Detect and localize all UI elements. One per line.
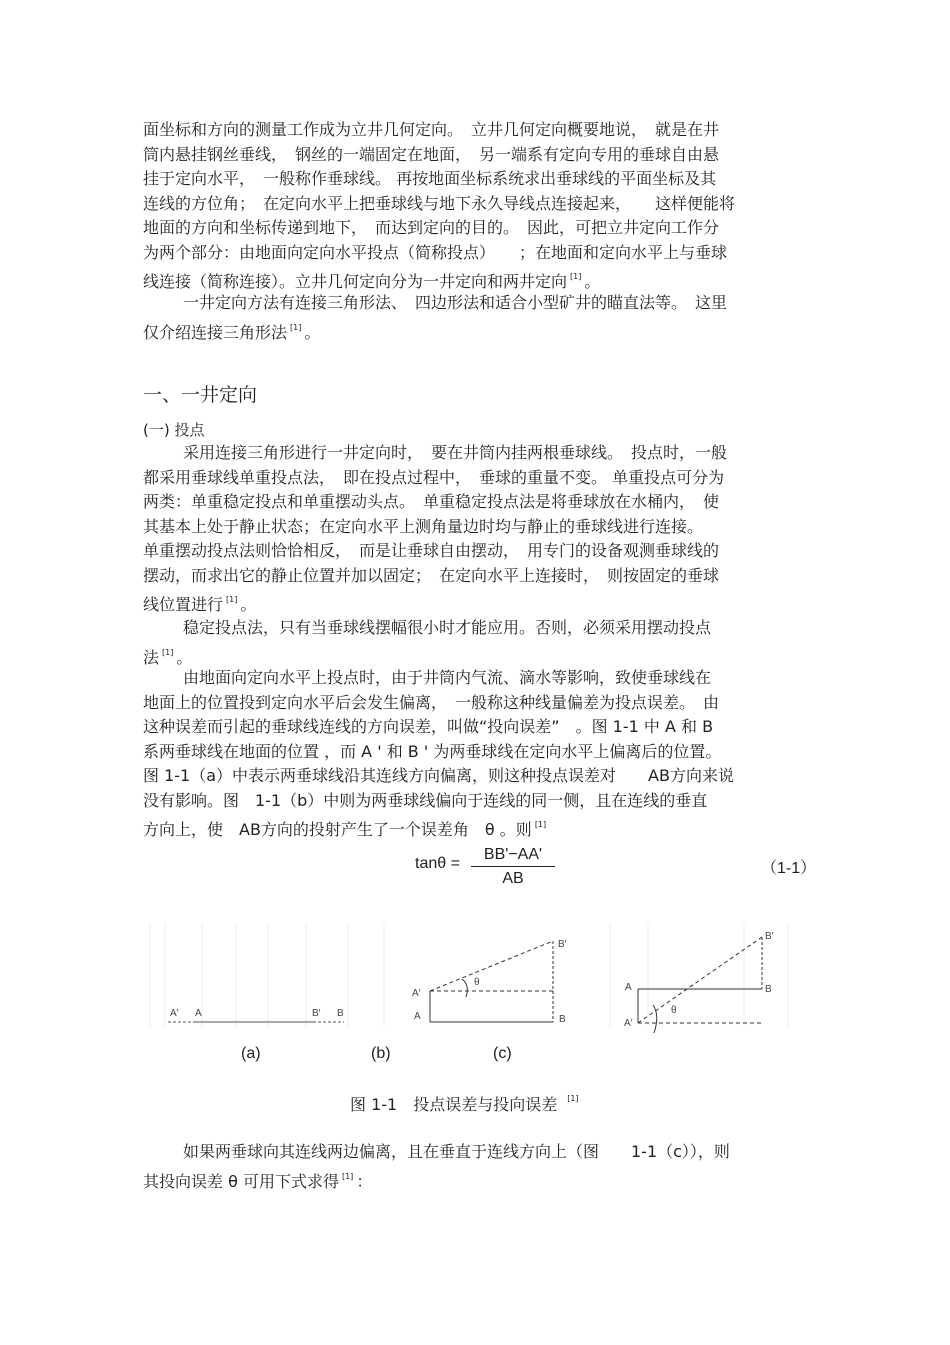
text-line: 这种误差而引起的垂球线连线的方向误差，叫做“投向误差” 。图 1-1 中 A 和 B — [143, 717, 714, 736]
citation-ref: [1] — [570, 272, 582, 281]
subsection-heading: (一) 投点 — [143, 421, 205, 439]
text-line — [143, 813, 808, 843]
label-a: A — [625, 982, 632, 993]
label-a: A — [414, 1011, 421, 1022]
text-line: 其基本上处于静止状态；在定向水平上测角量边时均与静止的垂球线进行连接。 — [143, 516, 704, 536]
label-a-prime: A′ — [624, 1018, 633, 1029]
figure-caption — [350, 1092, 579, 1115]
label-b-prime: B′ — [765, 931, 774, 942]
text-line-content: 线位置进行 — [143, 595, 224, 614]
text-line-tail: 。 — [176, 647, 193, 667]
citation-ref: [1] — [567, 1094, 579, 1103]
text-line: 系两垂球线在地面的位置 ，而 A ' 和 B ' 为两垂球线在定向水平上偏离后的位置。 — [143, 741, 722, 761]
text-line-tail: ： — [356, 1171, 373, 1191]
label-a: A — [195, 1008, 202, 1019]
label-a-prime: A′ — [412, 988, 421, 999]
text-line: 如果两垂球向其连线两边偏离，且在垂直于连线方向上（图 1-1（c）），则 — [183, 1142, 730, 1161]
final-paragraph — [143, 1140, 808, 1194]
formula-fraction — [471, 846, 555, 888]
text-line: 地面的方向和坐标传递到地下， 而达到定向的目的。 因此，可把立井定向工作分 — [143, 218, 720, 237]
subfigure-label-a: (a) — [241, 1045, 261, 1062]
subfigure-label-b: (b) — [371, 1045, 391, 1062]
citation-ref: [1] — [341, 1171, 354, 1181]
text-line-content: 其投向误差 θ 可用下式求得 — [143, 1171, 339, 1191]
label-b: B — [765, 984, 772, 995]
text-line: 图 1-1（a）中表示两垂球线沿其连线方向偏离，则这种投点误差对 AB方向来说 — [143, 766, 734, 785]
formula-lhs: tanθ = — [415, 855, 460, 872]
text-line-content: 法 — [143, 647, 160, 667]
text-line: 单重摆动投点法则恰恰相反， 而是让垂球自由摆动， 用专门的设备观测垂球线的 — [143, 541, 720, 560]
text-line: 地面上的位置投到定向水平后会发生偏离， 一般称这种线量偏差为投点误差。 由 — [143, 692, 720, 712]
label-theta: θ — [671, 1005, 677, 1016]
label-b: B — [337, 1008, 344, 1019]
text-line: 都采用垂球线单重投点法， 即在投点过程中， 垂球的重量不变。 单重投点可分为 — [143, 467, 725, 487]
figure-part-c — [624, 931, 774, 1033]
formula-denominator: AB — [502, 870, 524, 887]
equation-number: （1-1） — [761, 860, 817, 877]
label-b-prime: B′ — [312, 1008, 321, 1019]
angle-arc — [653, 1005, 657, 1033]
subfigure-label-c: (c) — [493, 1045, 512, 1062]
text-line: 筒内悬挂钢丝垂线， 钢丝的一端固定在地面， 另一端系有定向专用的垂球自由悬 — [143, 144, 720, 164]
label-theta: θ — [474, 977, 480, 988]
text-line: 一井定向方法有连接三角形法、 四边形法和适合小型矿井的瞄直法等。 这里 — [183, 293, 728, 312]
figure-part-b — [412, 939, 567, 1025]
figure-part-a — [168, 1008, 344, 1022]
text-line: 摆动，而求出它的静止位置并加以固定； 在定向水平上连接时， 则按固定的垂球 — [143, 565, 720, 585]
citation-ref: [1] — [226, 595, 238, 604]
label-b-prime: B′ — [558, 939, 567, 950]
text-line: 两类：单重稳定投点和单重摆动头点。 单重稳定投点法是将垂球放在水桶内， 使 — [143, 492, 720, 511]
label-a-prime: A′ — [170, 1008, 179, 1019]
angle-arc — [462, 979, 467, 997]
deviated-line — [430, 941, 553, 991]
text-line: 稳定投点法，只有当垂球线摆幅很小时才能应用。否则，必须采用摆动投点 — [183, 618, 712, 637]
section-heading: 一、一井定向 — [143, 384, 258, 406]
text-line — [143, 588, 808, 618]
text-line: 采用连接三角形进行一井定向时， 要在井筒内挂两根垂球线。 投点时，一般 — [183, 443, 728, 462]
text-line-content: 方向上，使 AB方向的投射产生了一个误差角 θ 。则 — [143, 820, 532, 839]
text-line: 由地面向定向水平上投点时，由于井筒内气流、滴水等影响，致使垂球线在 — [183, 668, 712, 687]
text-line-tail: 。 — [304, 322, 321, 342]
citation-ref: [1] — [162, 647, 174, 657]
label-b: B — [559, 1014, 566, 1025]
text-line — [143, 1165, 808, 1195]
text-line: 为两个部分：由地面向定向水平投点（简称投点） ；在地面和定向水平上与垂球 — [143, 242, 728, 262]
citation-ref: [1] — [290, 322, 302, 332]
figure-1-1 — [148, 915, 808, 1045]
text-line-tail: 。 — [584, 272, 601, 291]
deviated-line — [638, 937, 762, 1023]
text-line: 没有影响。图 1-1（b）中则为两垂球线偏向于连线的同一侧，且在连线的垂直 — [143, 790, 708, 810]
text-line-content: 仅介绍连接三角形法 — [143, 322, 288, 342]
text-line: 面坐标和方向的测量工作成为立井几何定向。 立井几何定向概要地说， 就是在井 — [143, 120, 720, 139]
caption-text: 图 1-1 投点误差与投向误差 — [350, 1095, 558, 1114]
text-line: 连线的方位角； 在定向水平上把垂球线与地下永久导线点连接起来， 这样便能将 — [143, 193, 736, 213]
methods-paragraph — [143, 291, 808, 345]
text-line-content: 线连接（简称连接）。立井几何定向分为一井定向和两井定向 — [143, 272, 568, 291]
formula-numerator: BB'−AA' — [471, 846, 555, 867]
text-line — [143, 316, 808, 346]
error-paragraph — [143, 666, 808, 843]
projection-paragraph — [143, 441, 808, 618]
intro-paragraph — [143, 118, 808, 295]
stable-paragraph — [143, 616, 808, 670]
text-line-tail: 。 — [240, 595, 257, 614]
text-line: 挂于定向水平， 一般称作垂球线。 再按地面坐标系统求出垂球线的平面坐标及其 — [143, 169, 717, 188]
citation-ref: [1] — [534, 820, 547, 829]
